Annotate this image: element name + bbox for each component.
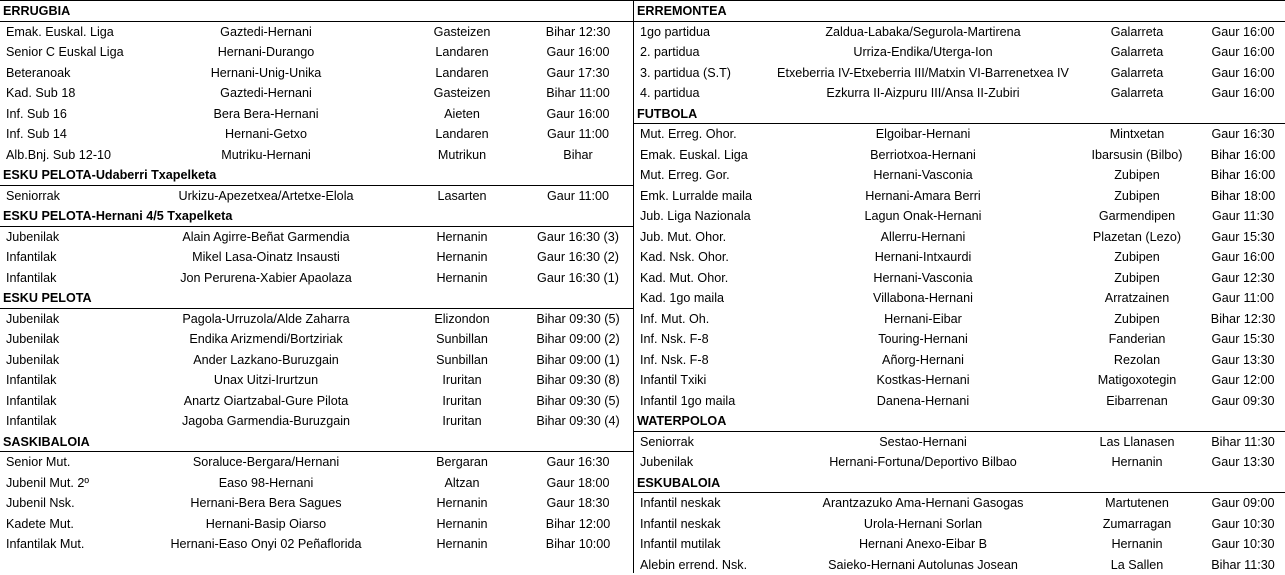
category-cell: Infantilak: [6, 391, 56, 412]
category-cell: Infantil neskak: [640, 493, 721, 514]
category-cell: Infantil Txiki: [640, 370, 706, 391]
section-errugbia: [0, 1, 633, 165]
match-cell: Hernani-Bera Bera Sagues: [190, 493, 341, 514]
category-cell: 2. partidua: [640, 42, 700, 63]
section-esku-pelota: [0, 288, 633, 432]
time-cell: Gaur 09:00: [1211, 493, 1274, 514]
match-cell: Bera Bera-Hernani: [214, 104, 319, 125]
schedule-row: [634, 124, 1285, 145]
venue-cell: Elizondon: [434, 309, 489, 330]
schedule-row: [0, 473, 633, 494]
time-cell: Bihar 09:30 (5): [536, 391, 619, 412]
venue-cell: Galarreta: [1111, 22, 1164, 43]
match-cell: Soraluce-Bergara/Hernani: [193, 452, 339, 473]
schedule-row: [0, 104, 633, 125]
venue-cell: Lasarten: [437, 186, 486, 207]
match-cell: Endika Arizmendi/Bortziriak: [189, 329, 342, 350]
venue-cell: Martutenen: [1105, 493, 1169, 514]
venue-cell: La Sallen: [1111, 555, 1164, 575]
section-title: WATERPOLOA: [634, 411, 1285, 432]
time-cell: Bihar 12:30: [546, 22, 610, 43]
match-cell: Hernani-Amara Berri: [865, 186, 980, 207]
category-cell: Jubenilak: [6, 350, 59, 371]
venue-cell: Mintxetan: [1110, 124, 1165, 145]
venue-cell: Zubipen: [1114, 186, 1160, 207]
schedule-row: [634, 186, 1285, 207]
category-cell: Mut. Erreg. Gor.: [640, 165, 730, 186]
category-cell: Senior Mut.: [6, 452, 70, 473]
venue-cell: Landaren: [435, 42, 488, 63]
venue-cell: Zumarragan: [1103, 514, 1172, 535]
match-cell: Hernani-Vasconia: [873, 268, 972, 289]
venue-cell: Zubipen: [1114, 309, 1160, 330]
category-cell: Kad. Nsk. Ohor.: [640, 247, 729, 268]
venue-cell: Fanderian: [1109, 329, 1166, 350]
venue-cell: Landaren: [435, 63, 488, 84]
match-cell: Berriotxoa-Hernani: [870, 145, 976, 166]
time-cell: Gaur 16:30: [546, 452, 609, 473]
time-cell: Gaur 15:30: [1211, 227, 1274, 248]
category-cell: Alebin errend. Nsk.: [640, 555, 747, 575]
schedule-row: [0, 370, 633, 391]
category-cell: Beteranoak: [6, 63, 70, 84]
time-cell: Gaur 11:30: [1212, 206, 1274, 227]
schedule-row: [634, 206, 1285, 227]
schedule-row: [0, 534, 633, 555]
category-cell: Jubenilak: [6, 329, 59, 350]
section-eskubaloia: [634, 473, 1285, 575]
match-cell: Etxeberria IV-Etxeberria III/Matxin VI-Barrenetxea IV: [777, 63, 1069, 84]
schedule-row: [0, 22, 633, 43]
schedule-row: [0, 63, 633, 84]
venue-cell: Aieten: [444, 104, 480, 125]
time-cell: Gaur 12:00: [1211, 370, 1274, 391]
match-cell: Arantzazuko Ama-Hernani Gasogas: [823, 493, 1024, 514]
schedule-row: [634, 329, 1285, 350]
category-cell: Infantil neskak: [640, 514, 721, 535]
category-cell: 1go partidua: [640, 22, 710, 43]
schedule-row: [0, 124, 633, 145]
category-cell: Inf. Nsk. F-8: [640, 329, 709, 350]
match-cell: Jagoba Garmendia-Buruzgain: [182, 411, 350, 432]
category-cell: Seniorrak: [6, 186, 60, 207]
category-cell: Emak. Euskal. Liga: [6, 22, 114, 43]
match-cell: Saieko-Hernani Autolunas Josean: [828, 555, 1018, 575]
schedule-row: [0, 493, 633, 514]
time-cell: Gaur 10:30: [1211, 534, 1274, 555]
match-cell: Lagun Onak-Hernani: [865, 206, 982, 227]
schedule-row: [0, 411, 633, 432]
time-cell: Bihar 09:30 (5): [536, 309, 619, 330]
category-cell: Mut. Erreg. Ohor.: [640, 124, 737, 145]
section-futbola: [634, 104, 1285, 412]
venue-cell: Plazetan (Lezo): [1093, 227, 1181, 248]
time-cell: Gaur 16:30 (2): [537, 247, 619, 268]
category-cell: Infantilak: [6, 268, 56, 289]
match-cell: Pagola-Urruzola/Alde Zaharra: [182, 309, 349, 330]
category-cell: Seniorrak: [640, 432, 694, 453]
match-cell: Hernani-Eibar: [884, 309, 962, 330]
category-cell: Emak. Euskal. Liga: [640, 145, 748, 166]
schedule-row: [634, 555, 1285, 575]
match-cell: Urkizu-Apezetxea/Artetxe-Elola: [179, 186, 354, 207]
section-title: ESKU PELOTA-Udaberri Txapelketa: [0, 165, 633, 186]
match-cell: Anartz Oiartzabal-Gure Pilota: [184, 391, 349, 412]
category-cell: Jubenil Nsk.: [6, 493, 75, 514]
venue-cell: Garmendipen: [1099, 206, 1175, 227]
category-cell: Infantilak: [6, 370, 56, 391]
match-cell: Easo 98-Hernani: [219, 473, 314, 494]
match-cell: Hernani-Fortuna/Deportivo Bilbao: [829, 452, 1017, 473]
venue-cell: Eibarrenan: [1106, 391, 1168, 412]
venue-cell: Landaren: [435, 124, 488, 145]
schedule-row: [634, 268, 1285, 289]
time-cell: Gaur 11:00: [547, 186, 609, 207]
schedule-row: [634, 42, 1285, 63]
time-cell: Bihar 12:00: [546, 514, 610, 535]
match-cell: Añorg-Hernani: [882, 350, 964, 371]
category-cell: Kad. 1go maila: [640, 288, 724, 309]
schedule-row: [0, 309, 633, 330]
match-cell: Gaztedi-Hernani: [220, 83, 312, 104]
schedule-row: [634, 350, 1285, 371]
match-cell: Hernani-Basip Oiarso: [206, 514, 326, 535]
time-cell: Bihar 10:00: [546, 534, 610, 555]
section-title: ESKU PELOTA: [0, 288, 633, 309]
time-cell: Bihar 09:00 (1): [536, 350, 619, 371]
schedule-row: [634, 288, 1285, 309]
schedule-row: [0, 452, 633, 473]
category-cell: Infantilak: [6, 411, 56, 432]
venue-cell: Mutrikun: [438, 145, 486, 166]
venue-cell: Hernanin: [436, 534, 487, 555]
match-cell: Elgoibar-Hernani: [876, 124, 971, 145]
category-cell: 4. partidua: [640, 83, 700, 104]
section-esku-pelota-hernani-4-5-txapelketa: [0, 206, 633, 288]
venue-cell: Ibarsusin (Bilbo): [1092, 145, 1183, 166]
time-cell: Gaur 16:00: [1211, 42, 1274, 63]
time-cell: Bihar: [563, 145, 592, 166]
schedule-row: [634, 370, 1285, 391]
venue-cell: Rezolan: [1114, 350, 1160, 371]
category-cell: Kadete Mut.: [6, 514, 74, 535]
schedule-row: [0, 268, 633, 289]
venue-cell: Sunbillan: [436, 329, 488, 350]
schedule-row: [0, 227, 633, 248]
schedule-row: [0, 391, 633, 412]
venue-cell: Gasteizen: [434, 22, 491, 43]
section-title: ERREMONTEA: [634, 1, 1285, 22]
schedule-row: [0, 329, 633, 350]
venue-cell: Iruritan: [442, 370, 481, 391]
time-cell: Bihar 09:30 (4): [536, 411, 619, 432]
time-cell: Gaur 13:30: [1211, 350, 1274, 371]
category-cell: Senior C Euskal Liga: [6, 42, 124, 63]
time-cell: Gaur 18:00: [546, 473, 609, 494]
category-cell: 3. partidua (S.T): [640, 63, 731, 84]
venue-cell: Altzan: [444, 473, 479, 494]
schedule-row: [634, 83, 1285, 104]
schedule-row: [0, 514, 633, 535]
schedule-row: [634, 452, 1285, 473]
venue-cell: Hernanin: [1111, 534, 1162, 555]
schedule-row: [634, 309, 1285, 330]
time-cell: Gaur 13:30: [1211, 452, 1274, 473]
schedule-row: [634, 247, 1285, 268]
section-waterpoloa: [634, 411, 1285, 473]
category-cell: Jubenilak: [640, 452, 693, 473]
schedule-row: [634, 534, 1285, 555]
match-cell: Hernani-Vasconia: [873, 165, 972, 186]
time-cell: Gaur 16:00: [1211, 83, 1274, 104]
venue-cell: Zubipen: [1114, 268, 1160, 289]
match-cell: Gaztedi-Hernani: [220, 22, 312, 43]
schedule-row: [634, 145, 1285, 166]
right-column: [634, 1, 1285, 573]
schedule-row: [0, 247, 633, 268]
match-cell: Villabona-Hernani: [873, 288, 973, 309]
venue-cell: Zubipen: [1114, 165, 1160, 186]
section-saskibaloia: [0, 432, 633, 555]
venue-cell: Hernanin: [436, 493, 487, 514]
time-cell: Gaur 11:00: [547, 124, 609, 145]
time-cell: Gaur 15:30: [1211, 329, 1274, 350]
match-cell: Urola-Hernani Sorlan: [864, 514, 982, 535]
venue-cell: Hernanin: [1111, 452, 1162, 473]
section-esku-pelota-udaberri-txapelketa: [0, 165, 633, 206]
match-cell: Hernani-Intxaurdi: [875, 247, 972, 268]
category-cell: Infantil mutilak: [640, 534, 721, 555]
category-cell: Inf. Sub 16: [6, 104, 67, 125]
left-column: [0, 1, 633, 573]
match-cell: Ander Lazkano-Buruzgain: [193, 350, 339, 371]
time-cell: Gaur 16:30: [1211, 124, 1274, 145]
venue-cell: Hernanin: [436, 268, 487, 289]
category-cell: Inf. Mut. Oh.: [640, 309, 709, 330]
venue-cell: Galarreta: [1111, 63, 1164, 84]
time-cell: Bihar 18:00: [1211, 186, 1275, 207]
category-cell: Inf. Nsk. F-8: [640, 350, 709, 371]
venue-cell: Zubipen: [1114, 247, 1160, 268]
section-title: FUTBOLA: [634, 104, 1285, 125]
match-cell: Allerru-Hernani: [881, 227, 966, 248]
schedule-row: [0, 350, 633, 371]
category-cell: Emk. Lurralde maila: [640, 186, 752, 207]
time-cell: Bihar 09:00 (2): [536, 329, 619, 350]
schedule-row: [0, 42, 633, 63]
schedule-row: [634, 493, 1285, 514]
match-cell: Sestao-Hernani: [879, 432, 967, 453]
time-cell: Bihar 16:00: [1211, 145, 1275, 166]
venue-cell: Iruritan: [442, 411, 481, 432]
category-cell: Inf. Sub 14: [6, 124, 67, 145]
category-cell: Infantil 1go maila: [640, 391, 735, 412]
venue-cell: Galarreta: [1111, 42, 1164, 63]
time-cell: Bihar 16:00: [1211, 165, 1275, 186]
venue-cell: Hernanin: [436, 247, 487, 268]
section-title: ESKU PELOTA-Hernani 4/5 Txapelketa: [0, 206, 633, 227]
time-cell: Gaur 16:00: [1211, 247, 1274, 268]
time-cell: Gaur 16:00: [1211, 22, 1274, 43]
time-cell: Gaur 12:30: [1211, 268, 1274, 289]
category-cell: Infantilak: [6, 247, 56, 268]
section-title: ESKUBALOIA: [634, 473, 1285, 494]
venue-cell: Bergaran: [436, 452, 488, 473]
match-cell: Hernani-Durango: [218, 42, 315, 63]
schedule-row: [634, 391, 1285, 412]
time-cell: Gaur 11:00: [1212, 288, 1274, 309]
schedule-row: [634, 514, 1285, 535]
time-cell: Gaur 16:00: [1211, 63, 1274, 84]
category-cell: Jubenil Mut. 2º: [6, 473, 89, 494]
category-cell: Kad. Sub 18: [6, 83, 75, 104]
category-cell: Jubenilak: [6, 309, 59, 330]
time-cell: Gaur 16:30 (3): [537, 227, 619, 248]
category-cell: Alb.Bnj. Sub 12-10: [6, 145, 111, 166]
time-cell: Gaur 10:30: [1211, 514, 1274, 535]
time-cell: Gaur 16:30 (1): [537, 268, 619, 289]
time-cell: Bihar 11:00: [546, 83, 609, 104]
venue-cell: Hernanin: [436, 227, 487, 248]
match-cell: Hernani-Getxo: [225, 124, 307, 145]
category-cell: Jubenilak: [6, 227, 59, 248]
match-cell: Ezkurra II-Aizpuru III/Ansa II-Zubiri: [826, 83, 1019, 104]
venue-cell: Las Llanasen: [1100, 432, 1175, 453]
time-cell: Gaur 16:00: [546, 42, 609, 63]
match-cell: Mutriku-Hernani: [221, 145, 311, 166]
match-cell: Alain Agirre-Beñat Garmendia: [182, 227, 349, 248]
venue-cell: Matigoxotegin: [1098, 370, 1176, 391]
schedule-row: [634, 432, 1285, 453]
schedule-row: [0, 145, 633, 166]
match-cell: Danena-Hernani: [877, 391, 969, 412]
match-cell: Hernani-Unig-Unika: [211, 63, 322, 84]
match-cell: Kostkas-Hernani: [876, 370, 969, 391]
time-cell: Bihar 09:30 (8): [536, 370, 619, 391]
section-title: SASKIBALOIA: [0, 432, 633, 453]
match-cell: Touring-Hernani: [878, 329, 968, 350]
venue-cell: Galarreta: [1111, 83, 1164, 104]
category-cell: Jub. Mut. Ohor.: [640, 227, 726, 248]
match-cell: Mikel Lasa-Oinatz Insausti: [192, 247, 340, 268]
time-cell: Gaur 17:30: [546, 63, 609, 84]
match-cell: Hernani Anexo-Eibar B: [859, 534, 987, 555]
time-cell: Bihar 11:30: [1211, 555, 1274, 575]
time-cell: Gaur 18:30: [546, 493, 609, 514]
schedule-row: [0, 83, 633, 104]
match-cell: Unax Uitzi-Irurtzun: [214, 370, 318, 391]
venue-cell: Hernanin: [436, 514, 487, 535]
match-cell: Zaldua-Labaka/Segurola-Martirena: [825, 22, 1020, 43]
schedule-row: [634, 22, 1285, 43]
section-erremontea: [634, 1, 1285, 104]
venue-cell: Sunbillan: [436, 350, 488, 371]
schedule-row: [634, 63, 1285, 84]
time-cell: Gaur 16:00: [546, 104, 609, 125]
schedule-row: [634, 165, 1285, 186]
match-cell: Hernani-Easo Onyi 02 Peñaflorida: [170, 534, 361, 555]
section-title: ERRUGBIA: [0, 1, 633, 22]
venue-cell: Arratzainen: [1105, 288, 1169, 309]
match-cell: Urriza-Endika/Uterga-Ion: [853, 42, 992, 63]
schedule-row: [0, 186, 633, 207]
time-cell: Bihar 11:30: [1211, 432, 1274, 453]
category-cell: Kad. Mut. Ohor.: [640, 268, 728, 289]
match-cell: Jon Perurena-Xabier Apaolaza: [180, 268, 352, 289]
venue-cell: Gasteizen: [434, 83, 491, 104]
time-cell: Gaur 09:30: [1211, 391, 1274, 412]
schedule-row: [634, 227, 1285, 248]
category-cell: Jub. Liga Nazionala: [640, 206, 751, 227]
category-cell: Infantilak Mut.: [6, 534, 84, 555]
venue-cell: Iruritan: [442, 391, 481, 412]
time-cell: Bihar 12:30: [1211, 309, 1275, 330]
